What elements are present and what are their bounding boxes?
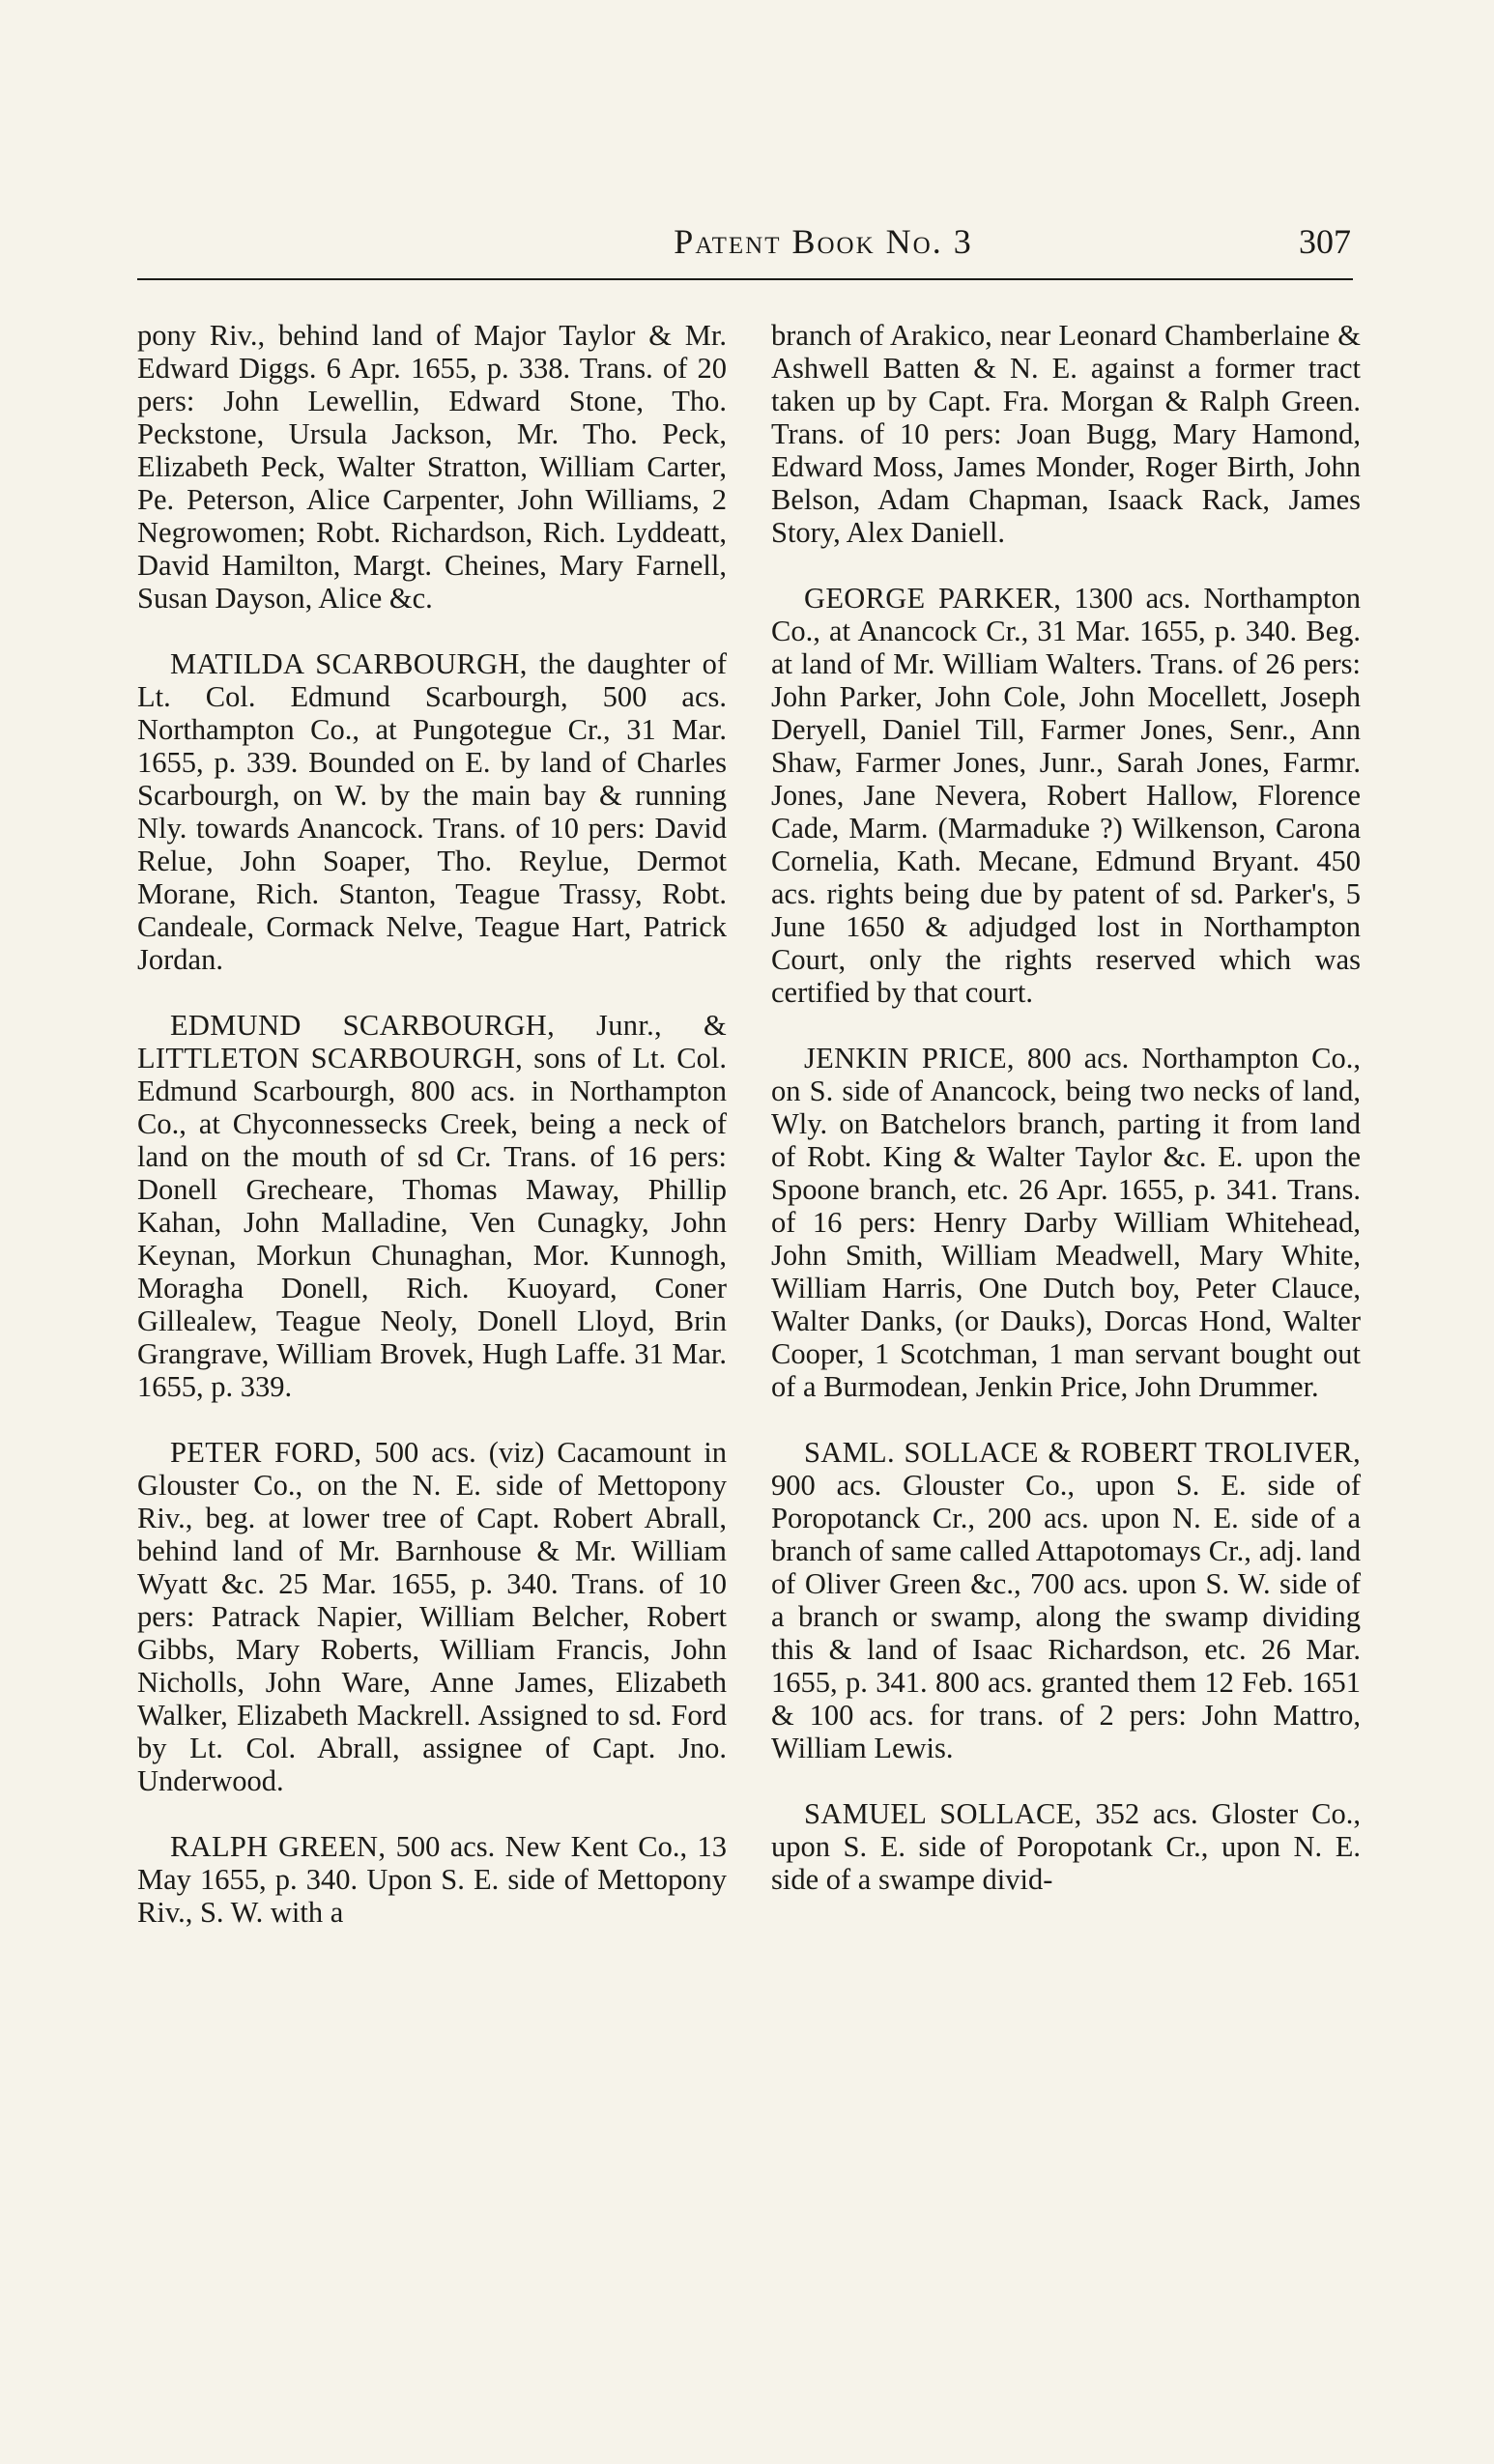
entry-name: MATILDA SCARBOURGH, <box>170 647 528 680</box>
entry-name: PETER FORD, <box>170 1436 362 1469</box>
entry-name: GEORGE PARKER, <box>804 582 1062 615</box>
entry-text: 900 acs. Glouster Co., upon S. E. side of Poropotanck Cr., 200 acs. upon N. E. side of a branch of same called Attapotomays Cr., adj. land of Oliver Green &c., 700 acs. upon S. W. side of a branch or swamp, along the swamp dividing this & land of Isaac Richardson, etc. 26 Mar. 1655, p. 341. 800 acs. granted them 12 Feb. 1651 & 100 acs. for trans. of 2 pers: John Mattro, William Lewis. <box>771 1469 1361 1764</box>
right-column <box>771 319 1361 1929</box>
entry-name: EDMUND SCARBOURGH, Junr., & LITTLETON SCARBOURGH, <box>137 1009 727 1074</box>
entry-text: 800 acs. Northampton Co., on S. side of Anancock, being two necks of land, Wly. on Batchelors branch, parting it from land of Robt. King & Walter Taylor &c. E. upon the Spoone branch, etc. 26 Apr. 1655, p. 341. Trans. of 16 pers: Henry Darby William Whitehead, John Smith, William Meadwell, Mary White, William Harris, One Dutch boy, Peter Clauce, Walter Danks, (or Dauks), Dorcas Hond, Walter Cooper, 1 Scotchman, 1 man servant bought out of a Burmodean, Jenkin Price, John Drummer. <box>771 1042 1361 1403</box>
entry-name: SAMUEL SOLLACE, <box>804 1797 1082 1830</box>
patent-entry <box>137 319 727 615</box>
entry-text: pony Riv., behind land of Major Taylor & Mr. Edward Diggs. 6 Apr. 1655, p. 338. Trans. of 20 pers: John Lewellin, Edward Stone, Tho. Peckstone, Ursula Jackson, Mr. Tho. Peck, Elizabeth Peck, Walter Stratton, William Carter, Pe. Peterson, Alice Carpenter, John Williams, 2 Negrowomen; Robt. Richardson, Rich. Lyddeatt, David Hamilton, Margt. Cheines, Mary Farnell, Susan Dayson, Alice &c. <box>137 319 727 615</box>
page-number: 307 <box>1299 222 1351 261</box>
entry-text: 500 acs. New Kent Co., 13 May 1655, p. 340. Upon S. E. side of Mettopony Riv., S. W. with a <box>137 1830 727 1929</box>
entry-text: 1300 acs. Northampton Co., at Anancock Cr., 31 Mar. 1655, p. 340. Beg. at land of Mr. William Walters. Trans. of 26 pers: John Parker, John Cole, John Mocellett, Joseph Deryell, Daniel Till, Farmer Jones, Senr., Ann Shaw, Farmer Jones, Junr., Sarah Jones, Farmr. Jones, Jane Nevera, Robert Hallow, Florence Cade, Marm. (Marmaduke ?) Wilkenson, Carona Cornelia, Kath. Mecane, Edmund Bryant. 450 acs. rights being due by patent of sd. Parker's, 5 June 1650 & adjudged lost in Northampton Court, only the rights reserved which was certified by that court. <box>771 582 1361 1009</box>
entry-text: branch of Arakico, near Leonard Chamberlaine & Ashwell Batten & N. E. against a former tract taken up by Capt. Fra. Morgan & Ralph Green. Trans. of 10 pers: Joan Bugg, Mary Hamond, Edward Moss, James Monder, Roger Birth, John Belson, Adam Chapman, Isaack Rack, James Story, Alex Daniell. <box>771 319 1361 549</box>
patent-entry <box>137 1009 727 1403</box>
entry-text: 500 acs. (viz) Cacamount in Glouster Co., on the N. E. side of Mettopony Riv., beg. at lower tree of Capt. Robert Abrall, behind land of Mr. Barnhouse & Mr. William Wyatt &c. 25 Mar. 1655, p. 340. Trans. of 10 pers: Patrack Napier, William Belcher, Robert Gibbs, Mary Roberts, William Francis, John Nicholls, John Ware, Anne James, Elizabeth Walker, Elizabeth Mackrell. Assigned to sd. Ford by Lt. Col. Abrall, assignee of Capt. Jno. Underwood. <box>137 1436 727 1797</box>
patent-entry <box>771 1436 1361 1764</box>
entry-name: JENKIN PRICE, <box>804 1042 1015 1074</box>
patent-entry <box>771 1042 1361 1403</box>
left-column <box>137 319 727 1962</box>
entry-name: SAML. SOLLACE & ROBERT TROLIVER, <box>804 1436 1361 1469</box>
patent-entry <box>137 1830 727 1929</box>
patent-entry <box>771 582 1361 1009</box>
patent-entry <box>137 1436 727 1797</box>
page-header <box>137 218 1353 276</box>
patent-entry <box>771 1797 1361 1896</box>
header-rule <box>137 278 1353 280</box>
entry-text: 352 acs. Gloster Co., upon S. E. side of Poropotank Cr., upon N. E. side of a swampe divid- <box>771 1797 1362 1896</box>
patent-entry <box>137 647 727 976</box>
patent-entry <box>771 319 1361 549</box>
entry-name: RALPH GREEN, <box>170 1830 387 1863</box>
entry-text: sons of Lt. Col. Edmund Scarbourgh, 800 acs. in Northampton Co., at Chyconnessecks Creek, being a neck of land on the mouth of sd Cr. Trans. of 16 pers: Donell Grecheare, Thomas Maway, Phillip Kahan, John Malladine, Ven Cunagky, John Keynan, Morkun Chunaghan, Mor. Kunnogh, Moragha Donell, Rich. Kuoyard, Coner Gillealew, Teague Neoly, Donell Lloyd, Brin Grangrave, William Brovek, Hugh Laffe. 31 Mar. 1655, p. 339. <box>137 1042 727 1403</box>
running-title: Patent Book No. 3 <box>674 222 973 261</box>
entry-text: the daughter of Lt. Col. Edmund Scarbourgh, 500 acs. Northampton Co., at Pungotegue Cr., 31 Mar. 1655, p. 339. Bounded on E. by land of Charles Scarbourgh, on W. by the main bay & running Nly. towards Anancock. Trans. of 10 pers: David Relue, John Soaper, Tho. Reylue, Dermot Morane, Rich. Stanton, Teague Trassy, Robt. Candeale, Cormack Nelve, Teague Hart, Patrick Jordan. <box>137 647 728 976</box>
